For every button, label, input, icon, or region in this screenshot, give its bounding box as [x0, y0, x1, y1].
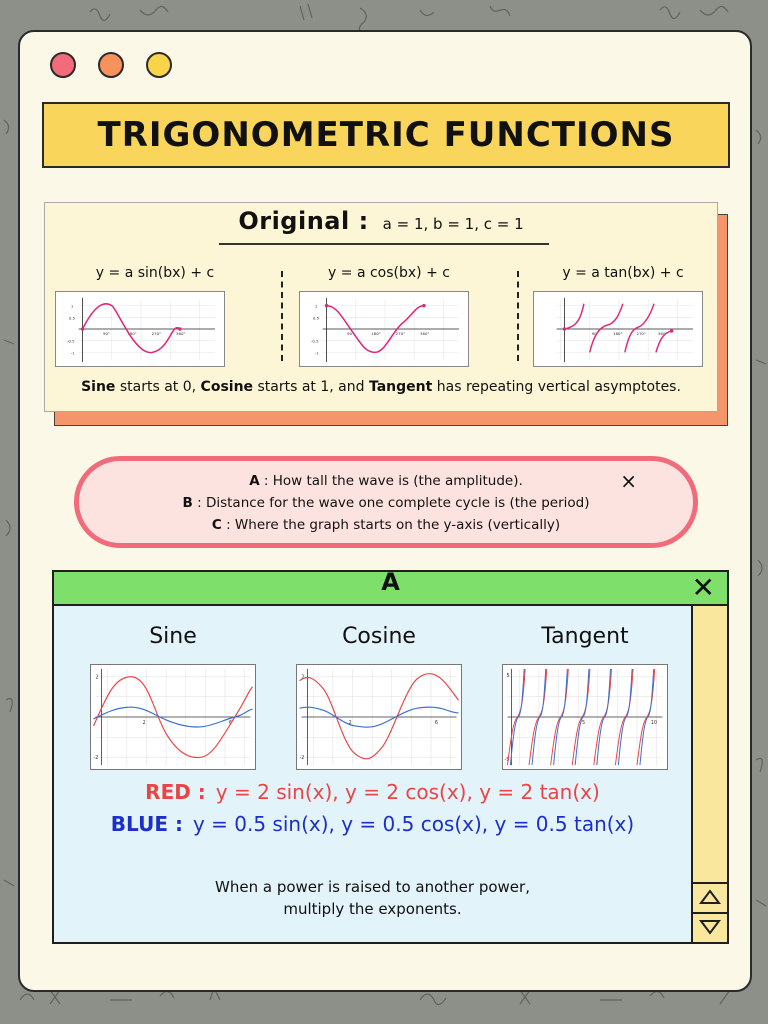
definition-b	[79, 495, 693, 511]
curve-endpoint	[178, 327, 182, 331]
blue-legend-label: BLUE :	[110, 812, 183, 836]
close-icon[interactable]: ×	[620, 469, 637, 493]
tick-label: -1	[314, 350, 319, 356]
dashed-separator	[517, 271, 519, 361]
tick-label: 270°	[636, 330, 646, 336]
tick-label: 2	[95, 674, 99, 681]
tangent-curves	[564, 304, 671, 353]
tangent-equation: y = a tan(bx) + c	[562, 265, 684, 281]
tick-label: 1	[70, 303, 74, 309]
tick-label: 6	[228, 719, 233, 726]
window-minimize-dot[interactable]	[98, 52, 124, 78]
tick-label: 5	[506, 672, 510, 679]
cosine-label: Cosine	[342, 624, 416, 649]
tick-label: 360°	[657, 330, 668, 336]
heading-underline	[219, 243, 549, 245]
blue-legend-text: y = 0.5 sin(x), y = 0.5 cos(x), y = 0.5 tan(x)	[192, 812, 635, 836]
original-sine-graph	[55, 291, 225, 367]
definitions-popup	[74, 456, 698, 548]
original-tangent-graph	[533, 291, 703, 367]
red-legend-label: RED :	[145, 780, 206, 804]
definition-text: : Distance for the wave one complete cycle is (the period)	[192, 495, 590, 511]
original-heading	[45, 207, 717, 235]
tick-label: 270°	[151, 330, 162, 336]
exponent-note-line-2: multiply the exponents.	[283, 900, 462, 918]
app-window	[18, 30, 752, 992]
sine-equation: y = a sin(bx) + c	[95, 265, 215, 281]
red-legend	[54, 780, 691, 804]
tick-label: -5	[504, 757, 510, 764]
tick-label: -0.5	[66, 338, 75, 344]
amplitude-panel	[52, 570, 729, 944]
definition-key: A	[249, 473, 260, 489]
page-title: TRIGONOMETRIC FUNCTIONS	[97, 115, 675, 155]
tick-label: 180°	[371, 330, 381, 336]
caption-tangent: Tangent	[368, 379, 433, 395]
curve-endpoint	[325, 304, 329, 308]
original-cosine-graph	[299, 291, 469, 367]
exponent-note-line-1: When a power is raised to another power,	[215, 878, 530, 896]
tick-label: 360°	[176, 330, 186, 336]
tick-label: 1	[314, 303, 318, 309]
amplitude-tangent-graph	[502, 664, 668, 770]
amplitude-sine-graph	[90, 664, 256, 770]
original-card	[44, 202, 718, 412]
caption-sine: Sine	[81, 379, 116, 395]
panel-title: A	[381, 568, 400, 596]
panel-scrollbar[interactable]	[691, 606, 727, 942]
tick-label: -2	[93, 755, 99, 762]
tick-label: 180°	[127, 330, 137, 336]
original-params: a = 1, b = 1, c = 1	[382, 215, 524, 233]
curve-endpoint	[81, 327, 85, 331]
caption-text: has repeating vertical asymptotes.	[432, 379, 681, 395]
caption-cosine: Cosine	[200, 379, 254, 395]
close-icon[interactable]: ✕	[691, 571, 715, 604]
caption-text: starts at 1, and	[253, 379, 369, 395]
red-legend-text: y = 2 sin(x), y = 2 cos(x), y = 2 tan(x)	[215, 780, 600, 804]
curve-endpoint	[563, 327, 567, 331]
caption-text: starts at 0,	[115, 379, 201, 395]
definition-key: B	[182, 495, 193, 511]
title-banner	[42, 102, 730, 168]
tick-label: 5	[582, 719, 586, 726]
cosine-equation: y = a cos(bx) + c	[328, 265, 450, 281]
scroll-down-button[interactable]	[693, 912, 727, 940]
window-maximize-dot[interactable]	[146, 52, 172, 78]
triangle-up-icon	[699, 889, 721, 905]
curve-endpoint	[670, 329, 674, 333]
definition-text: : Where the graph starts on the y-axis (vertically)	[221, 517, 561, 533]
tangent-label: Tangent	[541, 624, 629, 649]
definition-key: C	[211, 517, 222, 533]
definition-text: : How tall the wave is (the amplitude).	[259, 473, 523, 489]
red-cosine-curve	[299, 674, 459, 762]
blue-legend	[54, 812, 691, 836]
tick-label: -0.5	[310, 338, 319, 344]
tick-label: 6	[434, 719, 439, 726]
tick-label: 90°	[347, 330, 354, 336]
tick-label: 10	[650, 719, 657, 726]
original-heading-label: Original :	[238, 207, 369, 235]
window-close-dot[interactable]	[50, 52, 76, 78]
sine-label: Sine	[149, 624, 197, 649]
definition-c	[79, 517, 693, 533]
definition-a	[79, 473, 693, 489]
tick-label: 180°	[613, 330, 623, 336]
scroll-up-button[interactable]	[693, 882, 727, 910]
tick-label: 2	[301, 674, 305, 681]
original-caption	[45, 379, 717, 395]
sine-curve	[83, 304, 180, 353]
tick-label: 0.5	[312, 315, 320, 321]
tick-label: 90°	[103, 330, 110, 336]
curve-endpoint	[422, 304, 426, 308]
tick-label: 360°	[420, 330, 430, 336]
tick-label: 2	[348, 719, 352, 726]
amplitude-cosine-graph	[296, 664, 462, 770]
tick-label: -1	[70, 350, 75, 356]
triangle-down-icon	[699, 919, 721, 935]
tick-label: 270°	[395, 330, 406, 336]
tick-label: 0.5	[68, 315, 76, 321]
panel-title-bar	[54, 568, 727, 606]
dashed-separator	[281, 271, 283, 361]
tick-label: 2	[142, 719, 146, 726]
tick-label: 90°	[591, 330, 599, 336]
tick-label: -2	[299, 755, 305, 762]
